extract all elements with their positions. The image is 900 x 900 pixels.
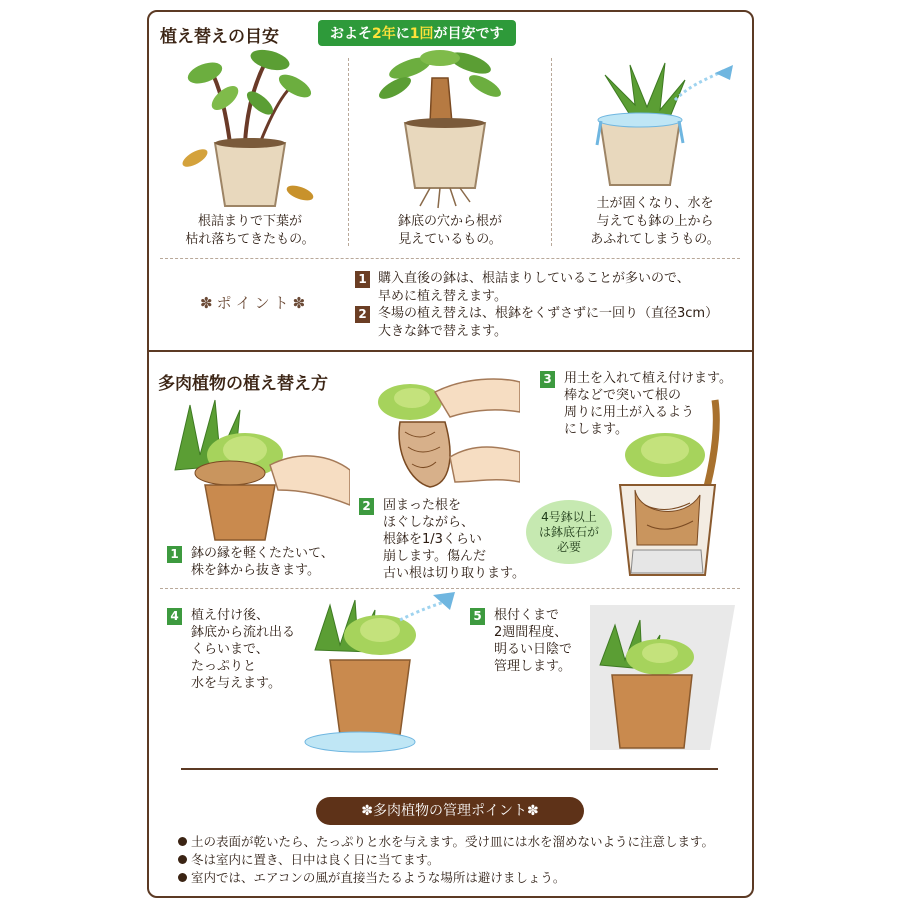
step1-illustration (160, 395, 350, 545)
panel-divider (551, 58, 552, 246)
bullet-icon (178, 873, 187, 882)
step-number-4: 4 (167, 608, 182, 625)
point-number-2: 2 (355, 306, 370, 323)
step-4-text: 植え付け後、 鉢底から流れ出る くらいまで、 たっぷりと 水を与えます。 (191, 608, 296, 691)
point-1-text: 購入直後の鉢は、根詰まりしていることが多いので、 早めに植え替えます。 (378, 271, 690, 304)
panel3-caption: 土が固くなり、水を 与えても鉢の上から あふれてしまうもの。 (590, 196, 720, 247)
section2-title: 多肉植物の植え替え方 (158, 374, 328, 394)
care-tip: 土の表面が乾いたら、たっぷりと水を与えます。受け皿には水を溜めないように注意します。 (178, 833, 714, 851)
steps-divider (160, 588, 740, 589)
bullet-icon (178, 837, 187, 846)
step-number-5: 5 (470, 608, 485, 625)
panel-divider (348, 58, 349, 246)
panel2-caption: 鉢底の穴から根が 見えているもの。 (397, 214, 502, 247)
point-number-1: 1 (355, 271, 370, 288)
care-points-title: ✽多肉植物の管理ポイント✽ (316, 797, 584, 825)
care-tip: 室内では、エアコンの風が直接当たるような場所は避けましょう。 (178, 869, 565, 887)
bullet-icon (178, 855, 187, 864)
step-number-3: 3 (540, 371, 555, 388)
point-label: ✽ポイント✽ (200, 294, 310, 312)
care-tip: 冬は室内に置き、日中は良く日に当てます。 (178, 851, 440, 869)
step4-illustration (300, 590, 460, 760)
points-divider (160, 258, 740, 259)
pot-size-note: 4号鉢以上 は鉢底石が 必要 (526, 500, 612, 564)
bottom-divider (181, 768, 718, 771)
panel3-illustration (575, 55, 735, 200)
frequency-tag: およそ2年に1回が目安です (318, 20, 516, 46)
step-1-text: 鉢の縁を軽くたたいて、 株を鉢から抜きます。 (191, 546, 334, 578)
step-number-1: 1 (167, 546, 182, 563)
section1-title: 植え替えの目安 (160, 27, 279, 47)
step2-illustration (370, 372, 520, 502)
panel1-caption: 根詰まりで下葉が 枯れ落ちてきたもの。 (185, 214, 315, 247)
step-2-text: 固まった根を ほぐしながら、 根鉢を1/3くらい 崩します。傷んだ 古い根は切り取ります。 (383, 498, 525, 581)
step-number-2: 2 (359, 498, 374, 515)
panel1-illustration (175, 48, 325, 213)
panel2-illustration (370, 48, 520, 213)
section-divider (148, 350, 753, 352)
step5-illustration (590, 605, 735, 755)
step-5-text: 根付くまで 2週間程度、 明るい日陰で 管理します。 (494, 608, 573, 674)
point-2-text: 冬場の植え替えは、根鉢をくずさずに一回り（直径3cm） 大きな鉢で替えます。 (378, 306, 719, 339)
step-3-text: 用土を入れて植え付けます。 棒などで突いて根の 周りに用土が入るよう にします。 (564, 371, 732, 437)
